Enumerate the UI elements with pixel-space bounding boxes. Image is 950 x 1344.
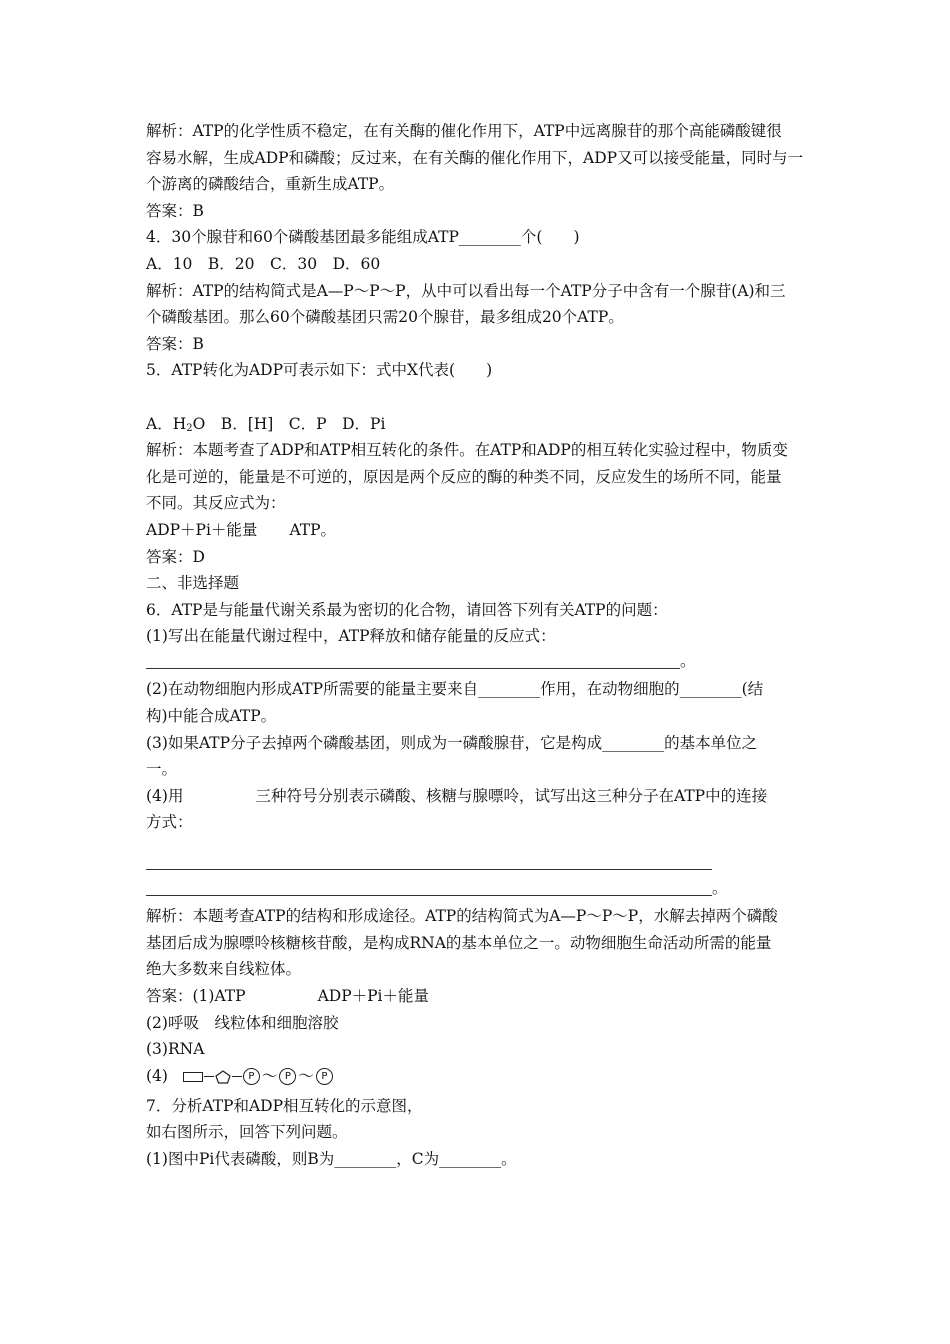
phosphate-circle-icon: P [279,1068,296,1085]
q6-part-2-line-1: (2)在动物细胞内形成ATP所需要的能量主要来自________作用，在动物细胞的________(结 [146,680,764,699]
q3-analysis-line-1: 解析：ATP的化学性质不稳定，在有关酶的催化作用下，ATP中远离腺苷的那个高能磷酸键很 [146,122,782,140]
q6-part-1-answer-line[interactable] [146,650,812,677]
q5-analysis-line-1: 解析：本题考查了ADP和ATP相互转化的条件。在ATP和ADP的相互转化实验过程中，物质变 [146,441,788,460]
q6-part-4-line-2: 方式： [146,813,193,832]
q6-analysis-line-3: 绝大多数来自线粒体。 [146,960,302,979]
ribose-pentagon-icon [215,1070,231,1084]
document-body [146,118,812,1173]
q4-analysis-line-1: 解析：ATP的结构简式是A—P～P～P，从中可以看出每一个ATP分子中含有一个腺苷(A)和三 [146,281,786,300]
q6-part-4-answer-line-2[interactable] [146,877,812,904]
adenine-rectangle-icon [183,1072,203,1082]
atp-structure-diagram [183,1063,333,1090]
high-energy-bond: ～ [261,1067,278,1086]
q6-answer-line-3: (3)RNA [146,1040,205,1059]
section-2-heading: 二、非选择题 [146,574,240,593]
bond-dash [232,1076,242,1077]
q6-stem: 6．ATP是与能量代谢关系最为密切的化合物，请回答下列有关ATP的问题： [146,600,668,619]
bond-dash [204,1076,214,1077]
q6-answer-line-2: (2)呼吸 线粒体和细胞溶胶 [146,1013,339,1032]
q5-reaction [146,517,812,544]
q6-part-4-prefix: (4)用 [146,786,184,805]
q4-analysis-line-2: 个磷酸基团。那么60个磷酸基团只需20个腺苷，最多组成20个ATP。 [146,308,624,327]
q5-options [146,411,812,438]
q6-part-3-line-1: (3)如果ATP分子去掉两个磷酸基团，则成为一磷酸腺苷，它是构成________的基本单位之 [146,733,758,752]
q5-figure-space [146,384,812,411]
phosphate-circle-icon: P [316,1068,333,1085]
q6-answer-4-prefix: (4) [146,1066,168,1085]
q6-analysis-line-1: 解析：本题考查ATP的结构和形成途径。ATP的结构简式为A—P～P～P，水解去掉两个磷酸 [146,907,778,926]
q5-analysis-line-3: 不同。其反应式为： [146,494,286,513]
line-end-period: 。 [680,651,696,670]
answer-underline [146,869,712,870]
q5-analysis-line-2: 化是可逆的，能量是不可逆的，原因是两个反应的酶的种类不同，反应发生的场所不同，能量 [146,467,782,486]
q6-part-3-line-2: 一。 [146,760,178,779]
phosphate-circle-icon: P [243,1068,260,1085]
answer-underline [146,668,680,669]
q6-answer-1-prefix: 答案：(1)ATP [146,987,246,1005]
q7-part-1: (1)图中Pi代表磷酸，则B为________，C为________。 [146,1149,517,1168]
q5-answer: 答案：D [146,547,205,566]
q5-option-a-prefix: A．H [146,414,187,433]
q7-stem-line-1: 7．分析ATP和ADP相互转化的示意图， [146,1096,423,1115]
q6-part-4-line-1 [146,783,812,810]
q5-reaction-right: ATP。 [289,520,337,539]
q6-part-4-answer-line-1[interactable] [146,850,812,877]
q6-answer-line-4 [146,1063,812,1093]
q5-option-rest: O B．[H] C．P D．Pi [192,414,386,433]
q3-analysis-line-3: 个游离的磷酸结合，重新生成ATP。 [146,175,395,194]
q6-analysis-line-2: 基团后成为腺嘌呤核糖核苷酸，是构成RNA的基本单位之一。动物细胞生命活动所需的能量 [146,933,772,952]
answer-underline [146,895,712,896]
line-end-period: 。 [712,878,728,897]
q4-options: A．10 B．20 C．30 D．60 [146,254,381,273]
q6-answer-1-rest: ADP＋Pi＋能量 [317,987,430,1005]
q7-stem-line-2: 如右图所示，回答下列问题。 [146,1123,348,1142]
q6-part-2-line-2: 构)中能合成ATP。 [146,707,277,726]
q5-stem: 5．ATP转化为ADP可表示如下：式中X代表( ) [146,361,493,380]
high-energy-bond: ～ [298,1067,314,1086]
q5-reaction-left: ADP＋Pi＋能量 [146,520,258,539]
q3-analysis-line-2: 容易水解，生成ADP和磷酸；反过来，在有关酶的催化作用下，ADP又可以接受能量，同时与一 [146,148,804,167]
q5-option-a-subscript: 2 [186,422,193,434]
q6-part-4-rest: 三种符号分别表示磷酸、核糖与腺嘌呤，试写出这三种分子在ATP中的连接 [255,786,768,805]
q3-answer: 答案：B [146,201,204,220]
q6-part-1: (1)写出在能量代谢过程中，ATP释放和储存能量的反应式： [146,627,556,646]
q4-stem: 4．30个腺苷和60个磷酸基团最多能组成ATP________个( ) [146,228,580,247]
q6-answer-line-1 [146,983,812,1010]
q4-answer: 答案：B [146,334,204,353]
